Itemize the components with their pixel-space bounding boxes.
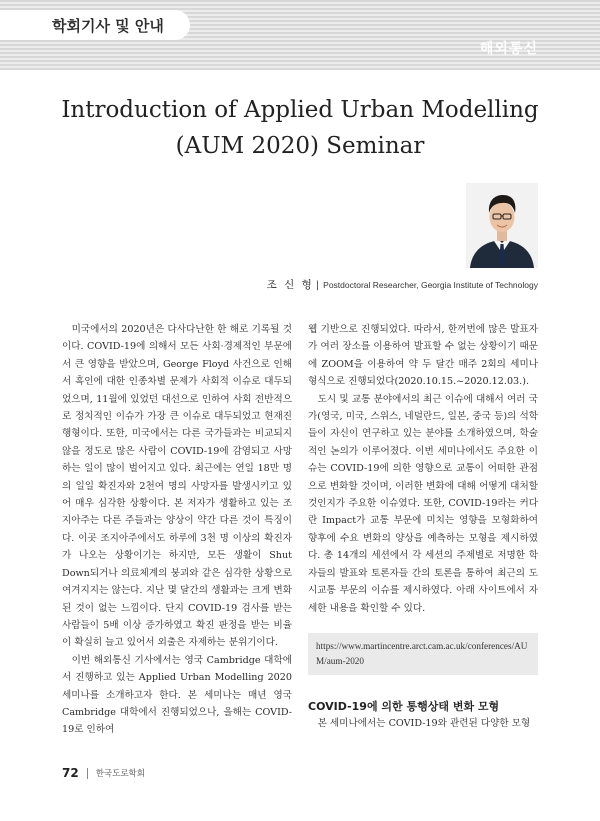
section-title: 학회기사 및 안내 xyxy=(0,10,190,40)
section-heading: COVID-19에 의한 통행상태 변화 모형 xyxy=(308,699,500,713)
portrait-photo-icon xyxy=(466,183,538,268)
paragraph: 웹 기반으로 진행되었다. 따라서, 한꺼번에 많은 발표자가 여러 장소를 이용하여 발표할 수 없는 상황이기 때문에 ZOOM을 이용하여 약 두 달간 매주 2회의 세미나 형식으로 진행되었다(2020.10.15.~2020.12.03.). xyxy=(308,324,538,388)
page-footer xyxy=(62,766,145,780)
paragraph: 미국에서의 2020년은 다사다난한 한 해로 기록될 것이다. COVID-19에 의해서 모든 사회·경제적인 부문에서 큰 영향을 받았으며, George Floyd 사건으로 인해서 흑인에 대한 인종차별 문제가 사회적 이슈로 대두되었으며, 11월에 있었던 대선으로 인하여 사회 전반적으로 정치적인 이슈가 가장 큰 이슈로 대두되었고 현재진행형이다. 또한, 미국에서는 다른 국가들과는 비교되지 않을 정도로 많은 사람이 COVID-19에 감염되고 사망하는 일이 많이 벌어지고 있다. 최근에는 연일 18만 명의 일일 확진자와 2천여 명의 사망자를 발생시키고 있어 매우 심각한 상황이다. 본 저자가 생활하고 있는 조지아주는 다른 주들과는 양상이 약간 다른 것이 특징이다. 이곳 조지아주에서도 하루에 3천 명 이상의 확진자가 나오는 상황이기는 하지만, 모든 생활이 Shut Down되거나 의료체계의 붕괴와 같은 심각한 상황으로 여겨지지는 않는다. 지난 몇 달간의 생활과는 크게 변화된 것이 없는 느낌이다. 단지 COVID-19 검사를 받는 사람들이 5배 이상 증가하였고 확진 판정을 받는 비율이 확실히 늘고 있어서 외출은 자제하는 분위기이다. xyxy=(62,324,292,649)
seminar-url-link[interactable]: https://www.martincentre.arct.cam.ac.uk/conferences/AUM/aum-2020 xyxy=(308,633,538,675)
byline xyxy=(267,277,538,292)
author-affiliation: Postdoctoral Researcher, Georgia Institute of Technology xyxy=(323,280,538,290)
footer-separator xyxy=(87,768,88,779)
category-tag: 해외통신 xyxy=(479,41,538,57)
page-number: 72 xyxy=(62,766,79,780)
paragraph: 도시 및 교통 분야에서의 최근 이슈에 대해서 여러 국가(영국, 미국, 스위스, 네덜란드, 일본, 중국 등)의 석학들이 자신이 연구하고 있는 분야를 소개하였으며, 학술적인 논의가 이루어졌다. 이번 세미나에서도 주요한 이슈는 COVID-19에 의한 영향으로 교통이 어떠한 관점으로 변화할 것이며, 이러한 변화에 대해 어떻게 대처할 것인지가 주요한 이슈였다. 또한, COVID-19라는 커다란 Impact가 교통 부문에 미치는 영향을 모형화하여 향후에 수요 변화의 양상을 예측하는 모형을 제시하였다. 총 14개의 세션에서 각 세션의 주제별로 저명한 학자들의 발표와 토론자들 간의 토론을 통하여 최근의 도시교통 부문의 이슈를 제시하였다. 아래 사이트에서 자세한 내용을 확인할 수 있다. xyxy=(308,393,538,614)
author-photo xyxy=(466,183,538,268)
body-column-right xyxy=(308,321,538,732)
body-column-left xyxy=(62,321,292,739)
paragraph: 이번 해외통신 기사에서는 영국 Cambridge 대학에서 진행하고 있는 Applied Urban Modelling 2020 세미나를 소개하고자 한다. 본 세미나는 매년 영국 Cambridge 대학에서 진행되었으나, 올해는 COVID-19로 인하여 xyxy=(62,654,292,736)
author-name: 조 신 형 xyxy=(266,279,314,291)
paragraph: 본 세미나에서는 COVID-19와 관련된 다양한 모형 xyxy=(317,717,531,729)
byline-separator: | xyxy=(315,280,320,291)
article-title xyxy=(60,92,540,164)
publication-name: 한국도로학회 xyxy=(95,769,145,779)
article-title-line2: (AUM 2020) Seminar xyxy=(175,133,425,159)
article-title-line1: Introduction of Applied Urban Modelling xyxy=(61,97,539,123)
